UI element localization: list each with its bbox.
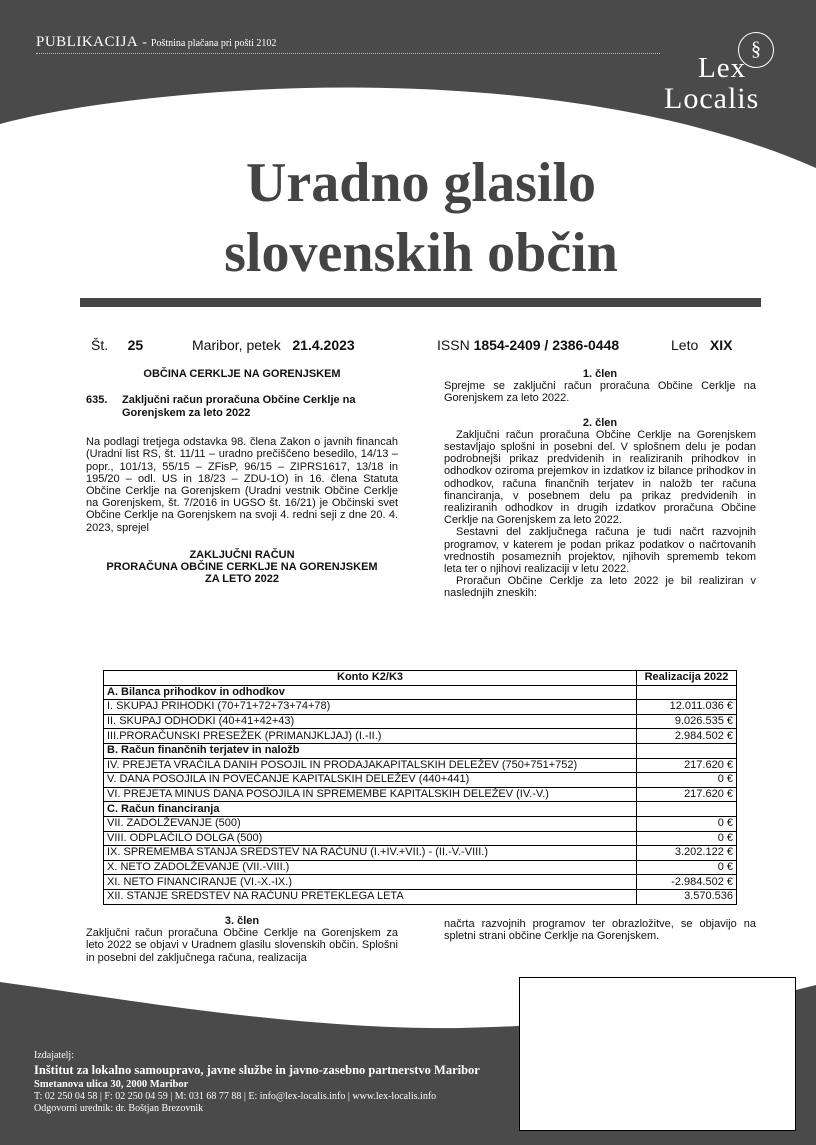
table-row bbox=[104, 860, 737, 875]
row-value: 12.011.036 € bbox=[637, 700, 737, 715]
postage-note: Poštnina plačana pri pošti 2102 bbox=[150, 38, 277, 49]
responsible-editor: Odgovorni urednik: dr. Boštjan Brezovnik bbox=[34, 1103, 204, 1114]
article-3-left bbox=[86, 915, 398, 964]
logo-line1: Lex bbox=[698, 52, 747, 84]
title-rule bbox=[80, 298, 761, 307]
header-konto: Konto K2/K3 bbox=[104, 671, 637, 686]
table-row bbox=[104, 831, 737, 846]
row-label: IX. SPREMEMBA STANJA SREDSTEV NA RAČUNU (I.+IV.+VII.) - (II.-V.-VIII.) bbox=[104, 846, 637, 861]
row-label: C. Račun financiranja bbox=[104, 802, 637, 817]
issue-date-value: 21.4.2023 bbox=[292, 337, 355, 353]
issue-year bbox=[671, 337, 733, 353]
year-value: XIX bbox=[709, 337, 733, 353]
article-2-paragraph-1: Zaključni račun proračuna Občine Cerklje na Gorenjskem sestavljajo splošni in posebni del. V splošnem delu je podan podrobnejši prikaz predvidenih in realiziranih prihodkov in odhodkov oziroma prejemkov in izdatkov iz bilance prihodkov in odhodkov, računa finančnih terjatev in naložb ter računa financiranja, v posebnem delu pa prikaz predvidenih in realiziranih odhodkov in drugih izdatkov proračuna Občine Cerklje na Gorenjskem za leto 2022. bbox=[444, 428, 756, 527]
table-row bbox=[104, 846, 737, 861]
row-value: 9.026.535 € bbox=[637, 714, 737, 729]
row-label: B. Račun finančnih terjatev in naložb bbox=[104, 743, 637, 758]
row-label: X. NETO ZADOLŽEVANJE (VII.-VIII.) bbox=[104, 860, 637, 875]
table-row bbox=[104, 714, 737, 729]
row-label: VII. ZADOLŽEVANJE (500) bbox=[104, 816, 637, 831]
title-line2: slovenskih občin bbox=[224, 222, 618, 284]
logo-line2: Localis bbox=[664, 82, 760, 115]
publisher-footer bbox=[34, 1050, 480, 1114]
row-value: 0 € bbox=[637, 773, 737, 788]
row-value: 3.570.536 bbox=[637, 889, 737, 904]
table-row bbox=[104, 875, 737, 890]
table-row bbox=[104, 773, 737, 788]
table-row bbox=[104, 729, 737, 744]
table-section-row bbox=[104, 743, 737, 758]
row-label: VIII. ODPLAČILO DOLGA (500) bbox=[104, 831, 637, 846]
masthead-title bbox=[0, 148, 816, 288]
title-line1: Uradno glasilo bbox=[245, 152, 597, 214]
issue-number bbox=[91, 337, 143, 353]
row-value bbox=[637, 685, 737, 700]
table-header-row bbox=[104, 671, 737, 686]
paragraph-icon: § bbox=[738, 32, 774, 68]
year-label: Leto bbox=[671, 337, 699, 353]
table-row bbox=[104, 787, 737, 802]
row-value: -2.984.502 € bbox=[637, 875, 737, 890]
publication-label: PUBLIKACIJA bbox=[36, 34, 139, 50]
table-row bbox=[104, 816, 737, 831]
issn-label: ISSN bbox=[437, 337, 470, 353]
right-column bbox=[444, 368, 756, 600]
header-realization: Realizacija 2022 bbox=[637, 671, 737, 686]
row-label: XI. NETO FINANCIRANJE (VI.-X.-IX.) bbox=[104, 875, 637, 890]
article-3-text-left: Zaključni račun proračuna Občine Cerklje na Gorenjskem za leto 2022 se objavi v Uradnem glasilu slovenskih občin. Splošni in posebni del zaključnega računa, realizacija bbox=[86, 927, 398, 964]
left-column bbox=[86, 368, 398, 585]
row-label: II. SKUPAJ ODHODKI (40+41+42+43) bbox=[104, 714, 637, 729]
row-value: 217.620 € bbox=[637, 787, 737, 802]
row-label: A. Bilanca prihodkov in odhodkov bbox=[104, 685, 637, 700]
publication-separator: - bbox=[142, 35, 147, 50]
article-1-text: Sprejme se zaključni račun proračuna Občine Cerklje na Gorenjskem za leto 2022. bbox=[444, 380, 756, 405]
act-number: 635. bbox=[86, 394, 108, 407]
row-label: I. SKUPAJ PRIHODKI (70+71+72+73+74+78) bbox=[104, 700, 637, 715]
article-1-title: 1. člen bbox=[582, 368, 618, 380]
issue-number-value: 25 bbox=[127, 337, 144, 353]
row-value: 0 € bbox=[637, 860, 737, 875]
article-2-title: 2. člen bbox=[582, 416, 618, 429]
table-section-row bbox=[104, 802, 737, 817]
article-3-right bbox=[444, 918, 756, 942]
doc-heading-2: PRORAČUNA OBČINE CERKLJE NA GORENJSKEM bbox=[106, 561, 378, 574]
issue-number-label: Št. bbox=[91, 337, 109, 353]
issn-value: 1854-2409 / 2386-0448 bbox=[473, 337, 620, 353]
row-value: 217.620 € bbox=[637, 758, 737, 773]
table-row bbox=[104, 758, 737, 773]
act-heading bbox=[86, 394, 398, 420]
table-section-row bbox=[104, 685, 737, 700]
row-value: 3.202.122 € bbox=[637, 846, 737, 861]
article-2-paragraph-2: Sestavni del zaključnega računa je tudi načrt razvojnih programov, v katerem je podan prikaz podatkov o načrtovanih vrednostih posameznih projektov, njihovih sprememb tekom leta ter o njihovi realizaciji v letu 2022. bbox=[444, 526, 756, 576]
article-3-title: 3. člen bbox=[224, 915, 260, 927]
issue-date bbox=[192, 337, 355, 353]
issue-place-day: Maribor, petek bbox=[192, 337, 281, 353]
act-title: Zaključni račun proračuna Občine Cerklje na Gorenjskem za leto 2022 bbox=[122, 394, 356, 420]
dotted-rule bbox=[36, 53, 660, 54]
publisher-name: Inštitut za lokalno samoupravo, javne službe in javno-zasebno partnerstvo Maribor bbox=[34, 1063, 480, 1077]
row-label: XII. STANJE SREDSTEV NA RAČUNU PRETEKLEGA LETA bbox=[104, 889, 637, 904]
publisher-address: Smetanova ulica 30, 2000 Maribor bbox=[34, 1079, 189, 1090]
row-label: III.PRORAČUNSKI PRESEŽEK (PRIMANJKLJAJ) (I.-II.) bbox=[104, 729, 637, 744]
row-value: 0 € bbox=[637, 816, 737, 831]
address-box bbox=[519, 977, 796, 1131]
row-label: V. DANA POSOJILA IN POVEČANJE KAPITALSKIH DELEŽEV (440+441) bbox=[104, 773, 637, 788]
budget-table bbox=[103, 670, 737, 905]
publisher-label: Izdajatelj: bbox=[34, 1050, 74, 1061]
row-value bbox=[637, 802, 737, 817]
table-row bbox=[104, 700, 737, 715]
row-value bbox=[637, 743, 737, 758]
doc-heading-1: ZAKLJUČNI RAČUN bbox=[189, 548, 295, 561]
article-3-text-right: načrta razvojnih programov ter obrazložitve, se objavijo na spletni strani občine Cerklje na Gorenjskem. bbox=[444, 918, 756, 943]
issn bbox=[437, 337, 619, 353]
publisher-contacts: T: 02 250 04 58 | F: 02 250 04 59 | M: 031 68 77 88 | E: info@lex-localis.info | www.lex-localis.info bbox=[34, 1091, 437, 1102]
doc-heading-3: ZA LETO 2022 bbox=[205, 573, 279, 586]
row-value: 2.984.502 € bbox=[637, 729, 737, 744]
publication-line bbox=[36, 33, 276, 51]
table-row bbox=[104, 889, 737, 904]
municipality-heading: OBČINA CERKLJE NA GORENJSKEM bbox=[143, 368, 341, 380]
row-label: VI. PREJETA MINUS DANA POSOJILA IN SPREMEMBE KAPITALSKIH DELEŽEV (IV.-V.) bbox=[104, 787, 637, 802]
row-value: 0 € bbox=[637, 831, 737, 846]
preamble-text: Na podlagi tretjega odstavka 98. člena Zakon o javnih financah (Uradni list RS, št. 11/11 – uradno prečiščeno besedilo, 14/13 – popr., 101/13, 55/15 – ZFisP, 96/15 – ZIPRS1617, 13/18 in 195/20 – odl. US in 18/23 – ZDU-1O) in 16. člena Statuta Občine Cerklje na Gorenjskem (Uradni vestnik Občine Cerklje na Gorenjskem, št. 7/2016 in UGSO št. 16/21) je Občinski svet Občine Cerklje na Gorenjskem na svoji 4. redni seji z dne 20. 4. 2023, sprejel bbox=[86, 436, 398, 534]
row-label: IV. PREJETA VRAČILA DANIH POSOJIL IN PRODAJAKAPITALSKIH DELEŽEV (750+751+752) bbox=[104, 758, 637, 773]
article-2-paragraph-3: Proračun Občine Cerklje za leto 2022 je bil realiziran v naslednjih zneskih: bbox=[444, 575, 756, 600]
lex-localis-logo bbox=[664, 32, 794, 116]
